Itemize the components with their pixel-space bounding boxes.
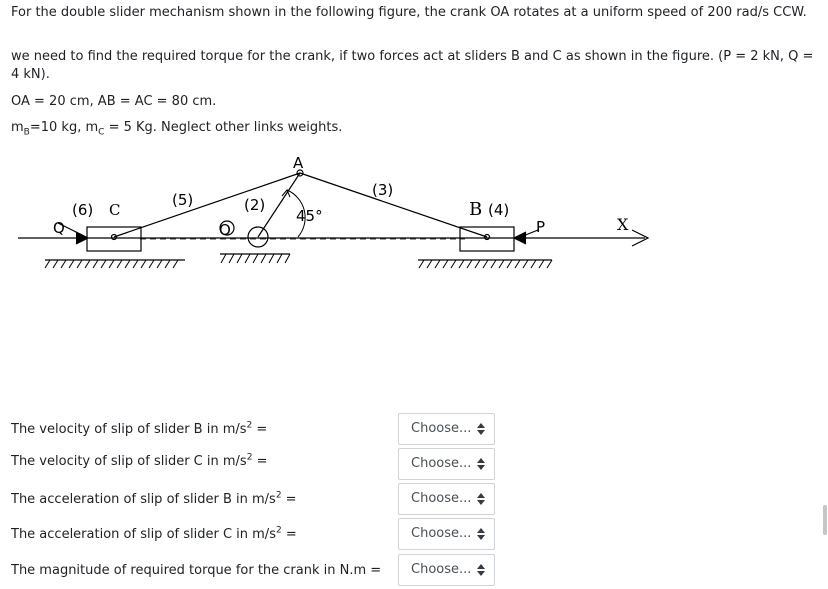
select-arrows-icon	[477, 528, 485, 540]
answer-row-acceleration-c	[0, 518, 828, 552]
question-line-2: we need to find the required torque for the crank, if two forces act at sliders B and C as shown in the figure. (P = 2 kN, Q = 4 kN).	[11, 49, 814, 82]
label-c: C	[109, 201, 121, 219]
link-ac	[114, 173, 300, 237]
select-arrows-icon	[477, 493, 485, 505]
select-arrows-icon	[477, 458, 485, 470]
scrollbar-handle[interactable]	[823, 505, 827, 535]
acceleration-b-select[interactable]: Choose...	[398, 483, 495, 515]
velocity-b-select[interactable]: Choose...	[398, 413, 495, 445]
answer-row-velocity-b	[0, 413, 828, 447]
label-b: B	[469, 199, 483, 220]
label-q: Q	[53, 219, 65, 237]
answer-row-acceleration-b	[0, 483, 828, 517]
velocity-c-select[interactable]: Choose...	[398, 448, 495, 480]
label-link-2: (2)	[244, 196, 266, 214]
answer-label: The magnitude of required torque for the crank in N.m =	[11, 563, 382, 578]
label-angle: 45°	[296, 207, 323, 225]
label-link-4: (4)	[488, 201, 510, 219]
answer-label: The velocity of slip of slider C in $m/s^2$ =	[11, 452, 268, 469]
label-o: O	[219, 221, 231, 239]
question-line-1: For the double slider mechanism shown in the following figure, the crank OA rotates at a uniform speed of 200 rad/s CCW.	[11, 5, 807, 20]
question-masses: $m_B=10$ kg, $m_C = 5$ Kg. Neglect other links weights.	[11, 120, 343, 138]
answer-label: The velocity of slip of slider B in $m/s^2$ =	[11, 420, 268, 437]
mechanism-figure	[0, 148, 700, 278]
label-a: A	[293, 154, 304, 172]
label-p: P	[536, 218, 546, 236]
label-link-5: (5)	[172, 191, 194, 209]
answer-row-velocity-c	[0, 448, 828, 482]
answer-label: The acceleration of slip of slider C in $m/s^2$ =	[11, 525, 297, 542]
label-x: X	[617, 215, 629, 234]
answer-row-torque	[0, 554, 828, 588]
question-lengths: OA = 20 cm, AB = AC = 80 cm.	[11, 94, 217, 109]
label-link-6: (6)	[72, 201, 94, 219]
select-arrows-icon	[477, 564, 485, 576]
select-arrows-icon	[477, 423, 485, 435]
acceleration-c-select[interactable]: Choose...	[398, 518, 495, 550]
torque-select[interactable]: Choose...	[398, 554, 495, 586]
answer-label: The acceleration of slip of slider B in $m/s^2$ =	[11, 490, 297, 507]
link-ab	[300, 173, 487, 237]
label-link-3: (3)	[372, 181, 394, 199]
